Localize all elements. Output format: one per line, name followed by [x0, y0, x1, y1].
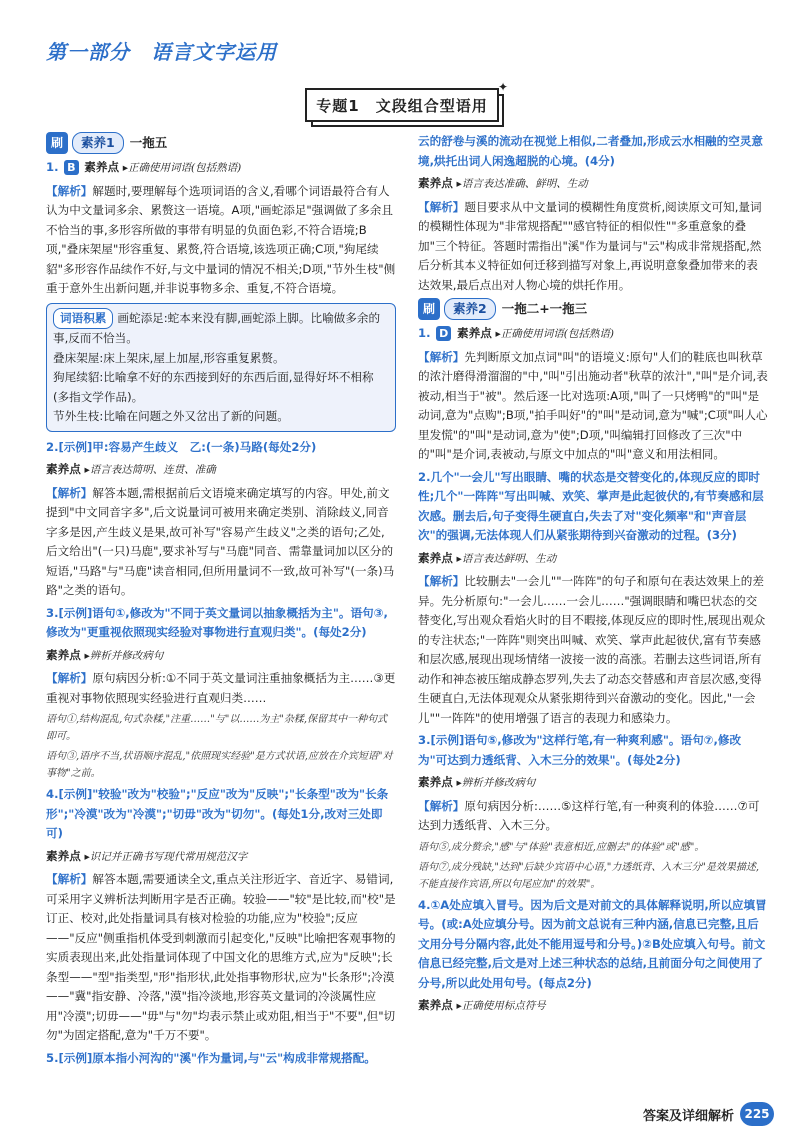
question-1: 1. B 素养点 ▸正确使用词语(包括熟语) — [46, 160, 242, 174]
section-header-1 — [46, 132, 396, 154]
question-r4: 4.①A处应填入冒号。因为后文是对前文的具体解释说明,所以应填冒号。(或:A处应填分号。因为前文总说有三种内涵,信息已完整,且后文用分号分隔内容,此处不能用逗号和分号。)②B处应填入句号。前文信息已经完整,后文是对上述三种状态的总结,且前面分句之间使用了分号,所以此处用句号。(每点2分) — [418, 897, 767, 990]
question-5: 5.[示例]原本指小河沟的"溪"作为量词,与"云"构成非常规搭配。 — [46, 1050, 376, 1065]
sparkle-icon: ✦ — [498, 80, 509, 94]
question-r2: 2.几个"一会儿"写出眼睛、嘴的状态是交替变化的,体现反应的即时性;几个"一阵阵"写出叫喊、欢笑、掌声是此起彼伏的,有节奏感和层次感。删去后,句子变得生硬直白,失去了对"变化频率"和"声音层次"的强调,无法体现人们从紧张期待到兴奋激动的过程。(3分) — [418, 469, 764, 542]
page-number: 225 — [740, 1102, 774, 1126]
footer-text: 答案及详细解析 — [642, 1108, 734, 1124]
answer-badge: B — [64, 160, 78, 175]
part-title: 第一部分 语言文字运用 — [46, 40, 277, 64]
vocab-line: 叠床架屋:床上架床,屋上加屋,形容重复累赘。 — [53, 350, 285, 365]
question-4: 4.[示例]"较验"改为"校验";"反应"改为"反映";"长条型"改为"长条形";"冷漠"改为"冷漠";"切毋"改为"切勿"。(每处1分,改对三处即可) — [46, 787, 389, 840]
analysis-r2: 【解析】比较删去"一会儿""一阵阵"的句子和原句在表达效果上的差异。先分析原句:"一会儿……一会儿……"强调眼睛和嘴巴状态的交替变化,写出观众看焰火时的目不暇接,体现反应的即时性,展现出观众的专注状态;"一阵阵"则突出叫喊、欢笑、掌声此起彼伏,富有节奏感和层次感,展现出现场情绪一波接一波的高涨。若删去这些词语,所有动作和神态被压缩成静态罗列,失去了动态交替感和声音层次感,变得生硬直白,无法体现观众从紧张期待到兴奋激动的变化。因此,"一会儿""一阵阵"的使用增强了语言的表现力和感染力。 — [418, 574, 766, 725]
note: 语句③,语序不当,状语顺序混乱,"依照现实经验"是方式状语,应放在介宾短语"对事物"之前。 — [46, 751, 393, 779]
question-3: 3.[示例]语句①,修改为"不同于英文量词以抽象概括为主"。语句③,修改为"更重视依照现实经验对事物进行直观归类"。(每处2分) — [46, 605, 388, 639]
analysis-r1: 【解析】先判断原文加点词"叫"的语境义:原句"人们的鞋底也叫秋草的浓汁磨得滑溜溜的"中,"叫"引出施动者"秋草的浓汁","叫"是介词,表被动,相当于"被"。然后逐一比对选项:A项,"叫了一只烤鸭"的"叫"是动词,意为"点购";B项,"拍手叫好"的"叫"是动词,意为"喊";C项"叫人心里发慌"的"叫"是动词,意为"使";D项,"叫编辑打回修改了三次"中的"叫"是介词,表被动,与原文中加点的"叫"意义和用法相同。 — [418, 349, 768, 461]
note: 语句⑦,成分残缺,"达到"后缺少宾语中心语,"力透纸背、入木三分"是效果描述,不能直接作宾语,所以句尾应加"的效果"。 — [418, 861, 760, 890]
analysis-2: 【解析】解答本题,需根据前后文语境来确定填写的内容。甲处,前文提到"中文同音字多",后文说量词可被用来确定类别、消除歧义,同音字多是因,产生歧义是果,故可补写"容易产生歧义"之类的语句;乙处,后文给出"(一只)马鹿",要求补写与"马鹿"同音、需靠量词加以区分的短语,"马路"与"马鹿"读音相同,但所用量词不一致,故可补写"(一条)马路"之类的语句。 — [46, 485, 395, 597]
analysis-r3: 【解析】原句病因分析:……⑤这样行笔,有一种爽利的体验……⑦可达到力透纸背、入木三分。 — [418, 798, 760, 832]
topic-title: 专题1 文段组合型语用 — [305, 88, 499, 122]
question-r1: 1. D 素养点 ▸正确使用词语(包括熟语) — [418, 326, 614, 340]
shua-icon: 刷 — [46, 132, 68, 154]
page-footer — [643, 1102, 774, 1126]
question-5-continued: 云的舒卷与溪的流动在视觉上相似,二者叠加,形成云水相融的空灵意境,烘托出词人闲逸超脱的心境。(4分) — [418, 134, 764, 168]
question-r3: 3.[示例]语句⑤,修改为"这样行笔,有一种爽利感"。语句⑦,修改为"可达到力透纸背、入木三分的效果"。(每处2分) — [418, 733, 742, 767]
analysis-3: 【解析】原句病因分析:①不同于英文量词注重抽象概括为主……③更重视对事物依照现实经验进行直观归类…… — [46, 671, 396, 705]
sy-5: 素养点 ▸语言表达准确、鲜明、生动 — [418, 176, 588, 190]
right-column — [418, 132, 768, 1020]
vocab-box: 词语积累 画蛇添足:蛇本来没有脚,画蛇添上脚。比喻做多余的事,反而不恰当。 叠床架屋:床上架床,屋上加屋,形容重复累赘。 狗尾续貂:比喻拿不好的东西接到好的东西后面,显得好坏不相称(多指文学作品)。 节外生枝:比喻在问题之外又岔出了新的问题。 — [46, 303, 396, 432]
sy-r4: 素养点 ▸正确使用标点符号 — [418, 998, 546, 1012]
section-sub: 一拖二+一拖三 — [501, 301, 588, 317]
vocab-line: 节外生枝:比喻在问题之外又岔出了新的问题。 — [53, 409, 289, 423]
analysis-1: 【解析】解题时,要理解每个选项词语的含义,看哪个词语最符合有人认为中文量词多余、累赘这一语境。A项,"画蛇添足"强调做了多余且不恰当的事,多形容所做的事带有明显的负面色彩,不符合语境;B项,"叠床架屋"形容重复、累赘,符合语境,该选项正确;C项,"狗尾续貂"多形容作品续作不好,与文中量词的情况不相关;D项,"节外生枝"侧重于意外生出新问题,并非说事物多余、重复,不符合语境。 — [46, 183, 396, 295]
section-sub: 一拖五 — [129, 135, 168, 151]
answer-badge: D — [436, 326, 451, 341]
sy-2: 素养点 ▸语言表达简明、连贯、准确 — [46, 462, 216, 476]
analysis-4: 【解析】解答本题,需要通读全文,重点关注形近字、音近字、易错词,可采用字义辨析法判断用字是否正确。较验——"较"是比较,而"校"是订正、校对,此处指量词具有核对检验的功能,应为"校验";反应——"反应"侧重指机体受到刺激而引起变化,"反映"比喻把客观事物的实质表现出来,此处指量词体现了中国文化的思维方式,应为"反映";长条型——"型"指类型,"形"指形状,此处指事物形状,应为"长条形";冷漠——"冀"指安静、冷落,"漠"指冷淡地,形容英文量词的冷淡属性应用"冷漠";切毋——"毋"与"勿"均表示禁止或劝阻,相当于"不要",但"切勿"为固定搭配,意为"千万不要"。 — [46, 872, 396, 1042]
vocab-tag: 词语积累 — [53, 308, 113, 330]
left-column — [46, 132, 396, 1071]
question-2: 2.[示例]甲:容易产生歧义 乙:(一条)马路(每处2分) — [46, 439, 317, 454]
analysis-5: 【解析】题目要求从中文量词的模糊性角度赏析,阅读原文可知,量词的模糊性体现为"非常规搭配""感官特征的相似性""多重意象的叠加"三个特征。答题时需指出"溪"作为量词与"云"构成非常规搭配,然后分析其本义特征如何迁移到描写对象上,再说明意象叠加带来的表达效果,最后点出对人物心境的烘托作用。 — [418, 199, 762, 292]
sy-r2: 素养点 ▸语言表达鲜明、生动 — [418, 550, 557, 565]
vocab-line: 狗尾续貂:比喻拿不好的东西接到好的东西后面,显得好坏不相称(多指文学作品)。 — [53, 370, 374, 404]
note: 语句⑤,成分赘余,"感"与"体验"表意相近,应删去"的体验"或"感"。 — [418, 841, 705, 853]
sy-4: 素养点 ▸识记并正确书写现代常用规范汉字 — [46, 848, 248, 863]
section-header-2 — [418, 298, 768, 320]
sy-3: 素养点 ▸辨析并修改病句 — [46, 647, 164, 662]
section-label: 素养2 — [444, 298, 496, 320]
sy-r3: 素养点 ▸辨析并修改病句 — [418, 775, 536, 789]
note: 语句①,结构混乱,句式杂糅,"注重……"与"以……为主"杂糅,保留其中一种句式即可。 — [46, 714, 388, 742]
section-label: 素养1 — [72, 132, 124, 154]
shua-icon: 刷 — [418, 298, 440, 320]
